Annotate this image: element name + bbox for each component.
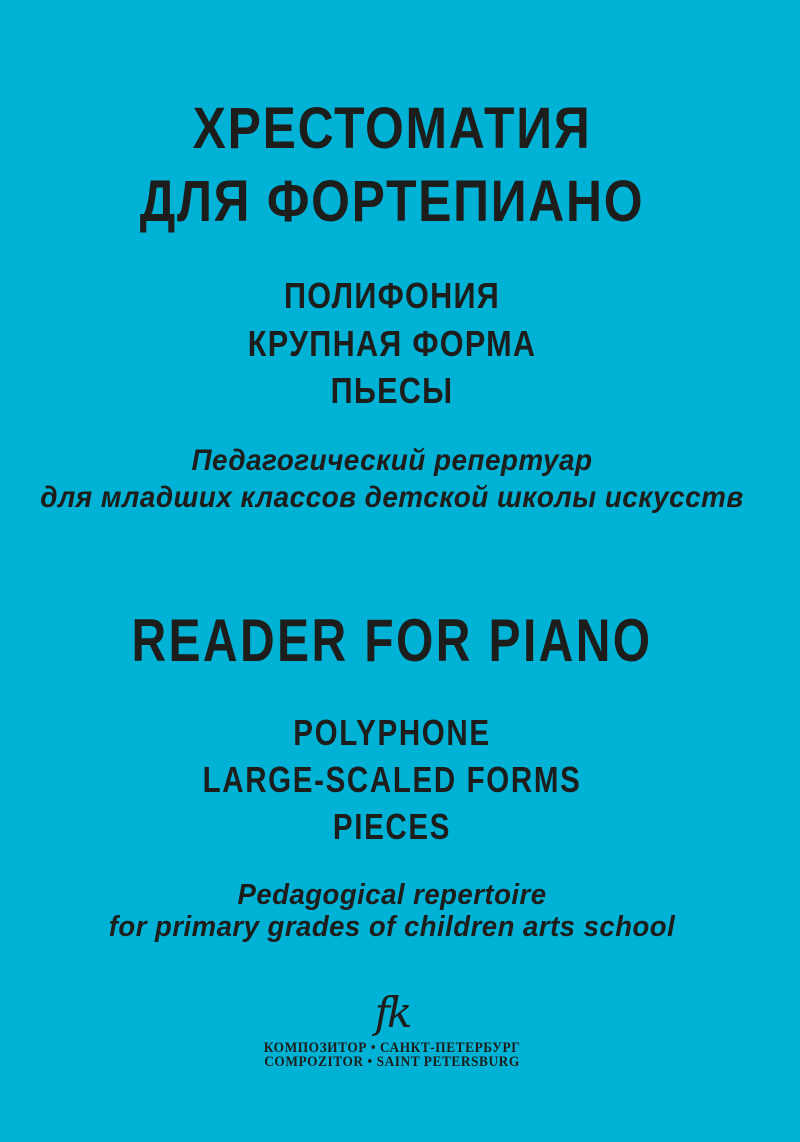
publisher-fk-logo-icon: fk [374,988,410,1037]
description-ru-line-2: для младших классов детской школы искусств [40,481,744,514]
title-ru-line-2: ДЛЯ ФОРТЕПИАНО [139,169,645,234]
publisher-name-en: COMPOZITOR • SAINT PETERSBURG [264,1054,520,1070]
description-en-line-2: for primary grades of children arts school [108,911,676,943]
title-en: READER FOR PIANO [131,607,653,674]
description-en-line-1: Pedagogical repertoire [237,879,547,911]
subtitle-en-large-scaled-forms: LARGE-SCALED FORMS [202,759,582,800]
subtitle-ru-pieces: ПЬЕСЫ [330,370,454,411]
subtitle-ru-polyphony: ПОЛИФОНИЯ [284,275,500,316]
subtitle-en-pieces: PIECES [332,806,452,847]
title-ru-line-1: ХРЕСТОМАТИЯ [192,96,592,161]
publisher-name-ru: КОМПОЗИТОР • САНКТ-ПЕТЕРБУРГ [263,1040,521,1056]
subtitle-ru-large-form: КРУПНАЯ ФОРМА [247,323,537,364]
subtitle-en-polyphone: POLYPHONE [293,712,491,753]
description-ru-line-1: Педагогический репертуар [191,444,593,477]
